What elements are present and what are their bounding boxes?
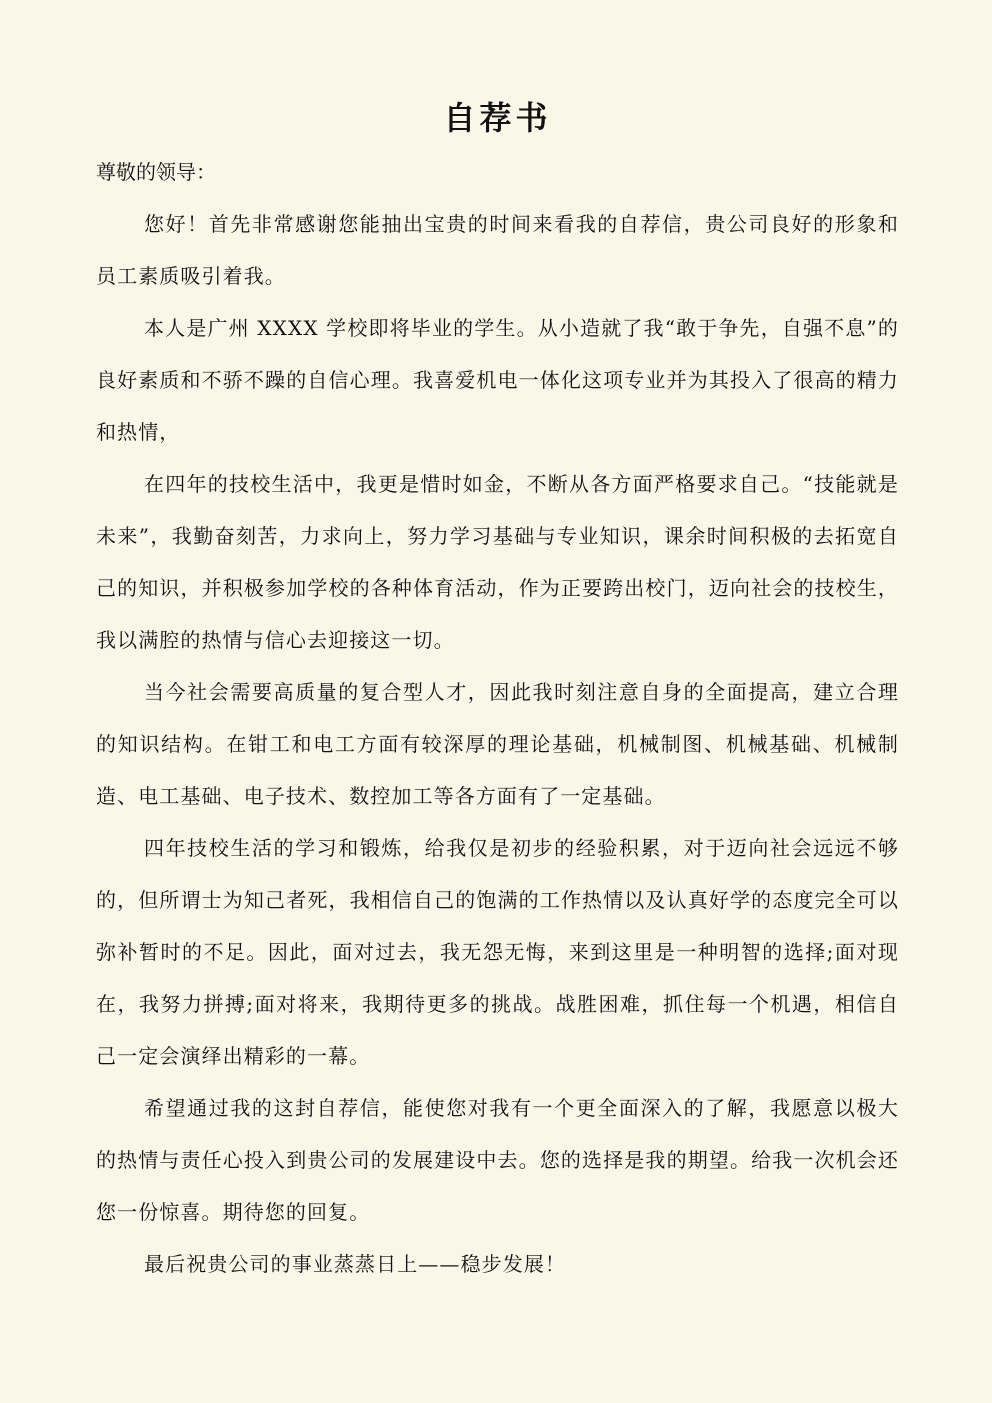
- paragraph-greeting: 您好！首先非常感谢您能抽出宝贵的时间来看我的自荐信，贵公司良好的形象和员工素质吸引着我。: [96, 212, 899, 288]
- document-title: 自荐书: [443, 99, 552, 137]
- paragraph-hope: 希望通过我的这封自荐信，能使您对我有一个更全面深入的了解，我愿意以极大的热情与责任心投入到贵公司的发展建设中去。您的选择是我的期望。给我一次机会还您一份惊喜。期待您的回复。: [96, 1096, 899, 1224]
- salutation: 尊敬的领导：: [96, 160, 216, 184]
- paragraph-introduction: 本人是广州 XXXX 学校即将毕业的学生。从小造就了我“敢于争先，自强不息”的良好素质和不骄不躁的自信心理。我喜爱机电一体化这项专业并为其投入了很高的精力和热情，: [96, 316, 899, 444]
- document-page: [96, 90, 899, 1290]
- paragraph-experience: 四年技校生活的学习和锻炼，给我仅是初步的经验积累，对于迈向社会远远不够的，但所谓士为知己者死，我相信自己的饱满的工作热情以及认真好学的态度完全可以弥补暂时的不足。因此，面对过去，我无怨无悔，来到这里是一种明智的选择;面对现在，我努力拼搏;面对将来，我期待更多的挑战。战胜困难，抓住每一个机遇，相信自己一定会演绎出精彩的一幕。: [96, 836, 899, 1068]
- paragraph-school-life: 在四年的技校生活中，我更是惜时如金，不断从各方面严格要求自己。“技能就是未来”，我勤奋刻苦，力求向上，努力学习基础与专业知识，课余时间积极的去拓宽自己的知识，并积极参加学校的各种体育活动，作为正要跨出校门，迈向社会的技校生，我以满腔的热情与信心去迎接这一切。: [96, 472, 899, 652]
- paragraph-closing: 最后祝贵公司的事业蒸蒸日上——稳步发展！: [144, 1252, 566, 1276]
- paragraph-skills: 当今社会需要高质量的复合型人才，因此我时刻注意自身的全面提高，建立合理的知识结构。在钳工和电工方面有较深厚的理论基础，机械制图、机械基础、机械制造、电工基础、电子技术、数控加工等各方面有了一定基础。: [96, 680, 899, 808]
